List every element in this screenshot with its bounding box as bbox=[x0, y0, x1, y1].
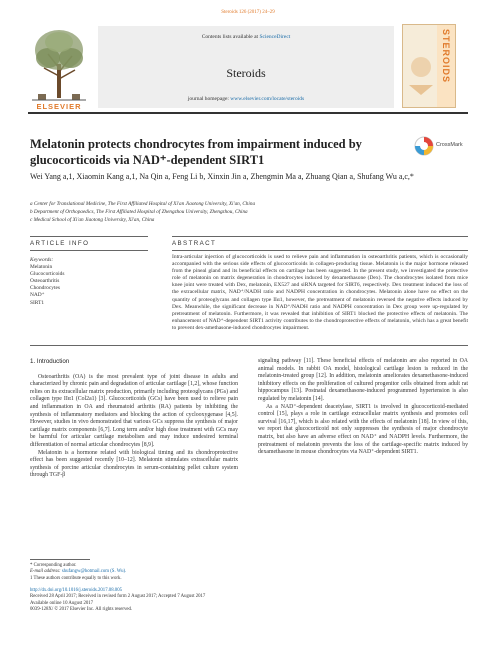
abstract-text: Intra-articular injection of glucocorticoids is used to relieve pain and inflammation in osteoarthritis patients, which is occasionally accompanied with the serious side effects of glucocorticoids in collagen-producing tissue. Melatonin is the major hormone released from the pineal gland and its beneficial effects on cartilage has been suggested. In the present study, we investigated the protective role of melatonin on matrix degeneration in chondrocytes induced by dexamethasone (Dex). The chondrocytes isolated from mice knee joint were treated with Dex, melatonin, EX527 and siRNA targeted for SIRT6, respectively. Dex treatment induced the loss of the extracellular matrix, NAD⁺/NADH ratio and NADPH concentration in chondrocytes. Melatonin alone have no effect on the quantity of proteoglycans and collagen type IIα1, however, the pretreatment of melatonin reversed the negative effects induced by Dex. Meanwhile, the significant decrease in NAD⁺/NADH ratio and NADPH concentration in Dex group were up-regulated by pretreatment of melatonin. Furthermore, it was revealed that inhibition of SIRT1 blocked the protective effects of melatonin. The enhancement of NAD⁺-dependent SIRT1 activity contributes to the chondroprotective effects of melatonin, which has a great benefit to prevent dex-amethasone-induced chondrocytes impairment. bbox=[172, 254, 468, 331]
email-link[interactable]: shufangw@hotmail.com (S. Wu). bbox=[61, 569, 127, 575]
affiliation-a: a Center for Translational Medicine, The First Affiliated Hospital of Xi'an Jiaotong University, Xi'an, China bbox=[30, 201, 256, 207]
copyright: 0039-128X/ © 2017 Elsevier Inc. All rights reserved. bbox=[30, 607, 133, 613]
keyword: Melatonin bbox=[30, 264, 53, 271]
article-info-rule-lower bbox=[30, 250, 148, 251]
journal-info-box bbox=[98, 26, 394, 108]
email-label: E-mail address: bbox=[30, 569, 62, 575]
publication-info bbox=[30, 588, 270, 614]
contents-line bbox=[98, 34, 394, 40]
doi-link[interactable]: http://dx.doi.org/10.1016/j.steroids.2017.08.005 bbox=[30, 588, 122, 593]
journal-masthead bbox=[28, 20, 468, 114]
abstract-rule-lower bbox=[172, 250, 468, 251]
abstract-rule bbox=[172, 236, 468, 237]
crossmark-badge[interactable] bbox=[414, 136, 474, 158]
top-citation: Steroids 126 (2017) 24–29 bbox=[221, 10, 275, 15]
keywords-label: Keywords: bbox=[30, 257, 54, 263]
keyword: NAD⁺ bbox=[30, 292, 45, 299]
article-info-heading: ARTICLE INFO bbox=[30, 240, 90, 247]
keyword: SIRT1 bbox=[30, 299, 45, 306]
homepage-line bbox=[98, 96, 394, 102]
intro-right-column bbox=[258, 358, 468, 457]
contents-prefix: Contents lists available at bbox=[201, 34, 260, 40]
homepage-prefix: journal homepage: bbox=[187, 96, 231, 102]
abstract-heading: ABSTRACT bbox=[172, 240, 217, 247]
article-info-rule bbox=[30, 236, 148, 237]
author-list: Wei Yang a,1, Xiaomin Kang a,1, Na Qin a, Feng Li b, Xinxin Jin a, Zhengmin Ma a, Zhuang Qian a, Shufang Wu a,c,* bbox=[30, 172, 414, 181]
intro-paragraph: Melatonin is a hormone related with biological timing and its chondroprotective effect has been suggested recently [10–12]. Melatonin stimulates extracellular matrix synthesis of porcine articular chondrocytes in serum-containing pellet culture system through TGF-β bbox=[30, 449, 238, 479]
journal-name: Steroids bbox=[226, 66, 266, 80]
intro-paragraph: Osteoarthritis (OA) is the most prevalent type of joint disease in adults and characterized by chronic pain and degradation of articular cartilage [1,2], whose function relies on its extracellular matrix production, primarily including proteoglycans (PGs) and collagen type IIα1 (Col2a1) [3]. Glucocorticoids (GCs) have been used to relieve pain and inflammation in OA and rheumatoid arthritis (RA) patients by inhibiting the synthesis of inflammatory mediators and blocking the action of cyclooxygenase [4,5]. However, studies in vivo demonstrated that various GCs suppress the synthesis of major cartilage matrix components [6,7]. Long term and/or high dose treatment with GCs may be harmful for articular cartilage metabolism and may induce undesired terminal differentiation of normal articular chondrocytes [8,9]. bbox=[30, 373, 238, 448]
keyword: Glucocorticoids bbox=[30, 271, 65, 278]
crossmark-icon bbox=[414, 136, 434, 156]
elsevier-wordmark: ELSEVIER bbox=[36, 102, 82, 111]
available-online: Available online 10 August 2017 bbox=[30, 600, 94, 606]
received-dates: Received 28 April 2017; Received in revised form 2 August 2017; Accepted 7 August 2017 bbox=[30, 594, 206, 600]
crossmark-label: CrossMark bbox=[436, 142, 463, 148]
sciencedirect-link[interactable]: ScienceDirect bbox=[259, 34, 291, 40]
affiliation-b: b Department of Orthopaedics, The First Affiliated Hospital of Zhengzhou University, Zhengzhou, China bbox=[30, 209, 248, 215]
equal-contribution-note: 1 These authors contribute equally to this work. bbox=[30, 575, 122, 581]
footnotes bbox=[30, 563, 230, 582]
keyword: Osteoarthritis bbox=[30, 278, 60, 285]
elsevier-tree-logo bbox=[28, 24, 90, 104]
intro-paragraph: signaling pathway [11]. These beneficial effects of melatonin are also reported in OA animal models. In rabbit OA model, histological cartilage lesion is reduced in the melatonin-treated group [12]. In addition, melatonin ameliorates dexamethasone-induced inhibitory effects on the proliferation of cultured progenitor cells obtained from adult rat hippocampus [13]. Postnatal dexamethasone-induced programmed hypertension is also regulated by melatonin [14]. bbox=[258, 358, 468, 402]
intro-paragraph: As a NAD⁺-dependent deacetylase, SIRT1 is involved in glucocorticoid-mediated control [15], plays a role in cartilage extracellular matrix synthesis and promotes cell survival [16,17], which is also related with the effects of melatonin [18]. In view of this, we report that glucocorticoid not only suppresses the synthesis of major chondrocyte matrix, but also have an adverse effect on NAD⁺ and NADPH levels. Furthermore, the pretreatment of melatonin prevents the loss of the cartilage-specific matrix induced by dexamethasone in mouse chondrocytes via NAD⁺-dependent SIRT1. bbox=[258, 403, 468, 456]
article-title: Melatonin protects chondrocytes from impairment induced by glucocorticoids via NAD⁺-dependent SIRT1 bbox=[30, 137, 362, 167]
journal-homepage-link[interactable]: www.elsevier.com/locate/steroids bbox=[230, 96, 305, 102]
keywords-block bbox=[30, 257, 140, 307]
journal-cover-thumbnail bbox=[402, 24, 456, 108]
cover-title: STEROIDS bbox=[441, 29, 451, 84]
footnote-rule bbox=[30, 559, 90, 560]
introduction-heading: 1. Introduction bbox=[30, 358, 70, 365]
intro-left-column bbox=[30, 358, 238, 480]
corresponding-author-note: * Corresponding author. bbox=[30, 563, 77, 568]
abstract-bottom-rule bbox=[30, 345, 468, 346]
affiliations bbox=[30, 200, 450, 224]
affiliation-c: c Medical School of Xi'an Jiaotong University, Xi'an, China bbox=[30, 217, 155, 223]
keyword: Chondrocytes bbox=[30, 285, 60, 292]
